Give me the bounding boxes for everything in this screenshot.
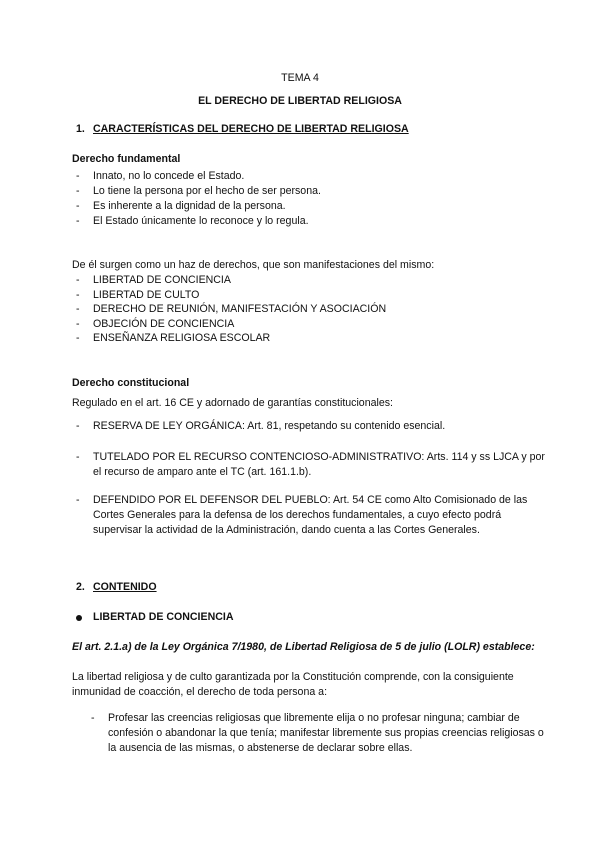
list-item: DEFENDIDO POR EL DEFENSOR DEL PUEBLO: Art. 54 CE como Alto Comisionado de las Cortes Generales para la defensa de los derechos fundamentales, a cuyo efecto podrá supervisar la actividad de la Administración, dando cuenta a las Cortes Generales. [93, 494, 528, 536]
list-dash: - [76, 332, 80, 344]
list-dash: - [76, 289, 80, 301]
manifestations-intro: De él surgen como un haz de derechos, que son manifestaciones del mismo: [72, 259, 435, 271]
list-dash: - [76, 274, 80, 286]
list-dash: - [76, 200, 80, 212]
list-dash: - [76, 318, 80, 330]
list-dash: - [76, 420, 80, 432]
list-dash: - [76, 451, 80, 463]
libertad-conciencia-heading: LIBERTAD DE CONCIENCIA [93, 611, 234, 623]
section1-number: 1. [76, 123, 85, 135]
list-item: Innato, no lo concede el Estado. [93, 170, 245, 182]
bullet-icon [76, 615, 82, 621]
list-dash: - [76, 303, 80, 315]
constitucional-intro: Regulado en el art. 16 CE y adornado de garantías constitucionales: [72, 397, 393, 409]
section1-heading: CARACTERÍSTICAS DEL DERECHO DE LIBERTAD RELIGIOSA [93, 123, 409, 135]
tema-label: TEMA 4 [281, 72, 319, 84]
list-item: DERECHO DE REUNIÓN, MANIFESTACIÓN Y ASOCIACIÓN [93, 303, 387, 315]
list-item: Es inherente a la dignidad de la persona. [93, 200, 286, 212]
fundamental-subheading: Derecho fundamental [72, 153, 181, 165]
list-item: OBJECIÓN DE CONCIENCIA [93, 318, 235, 330]
constitucional-subheading: Derecho constitucional [72, 377, 190, 389]
contenido-paragraph: La libertad religiosa y de culto garantizada por la Constitución comprende, con la consiguiente inmunidad de coacción, el derecho de toda persona a: [72, 671, 514, 698]
page-title: EL DERECHO DE LIBERTAD RELIGIOSA [198, 95, 402, 107]
law-reference: El art. 2.1.a) de la Ley Orgánica 7/1980, de Libertad Religiosa de 5 de julio (LOLR) establece: [72, 641, 535, 653]
list-dash: - [76, 494, 80, 506]
list-item: LIBERTAD DE CONCIENCIA [93, 274, 231, 286]
list-item: El Estado únicamente lo reconoce y lo regula. [93, 215, 309, 227]
list-item: ENSEÑANZA RELIGIOSA ESCOLAR [93, 332, 271, 344]
section2-heading: CONTENIDO [93, 581, 157, 593]
list-dash: - [76, 185, 80, 197]
list-item: LIBERTAD DE CULTO [93, 289, 200, 301]
list-item: TUTELADO POR EL RECURSO CONTENCIOSO-ADMINISTRATIVO: Arts. 114 y ss LJCA y por el recurso de amparo ante el TC (art. 161.1.b). [93, 451, 545, 478]
list-dash: - [76, 170, 80, 182]
list-item: Profesar las creencias religiosas que libremente elija o no profesar ninguna; cambiar de confesión o abandonar la que tenía; manifestar libremente sus propias creencias religiosas o la ausencia de las mismas, o abstenerse de declarar sobre ellas. [108, 712, 544, 754]
list-dash: - [91, 712, 95, 724]
list-item: RESERVA DE LEY ORGÁNICA: Art. 81, respetando su contenido esencial. [93, 420, 446, 432]
list-dash: - [76, 215, 80, 227]
list-item: Lo tiene la persona por el hecho de ser persona. [93, 185, 321, 197]
section2-number: 2. [76, 581, 85, 593]
